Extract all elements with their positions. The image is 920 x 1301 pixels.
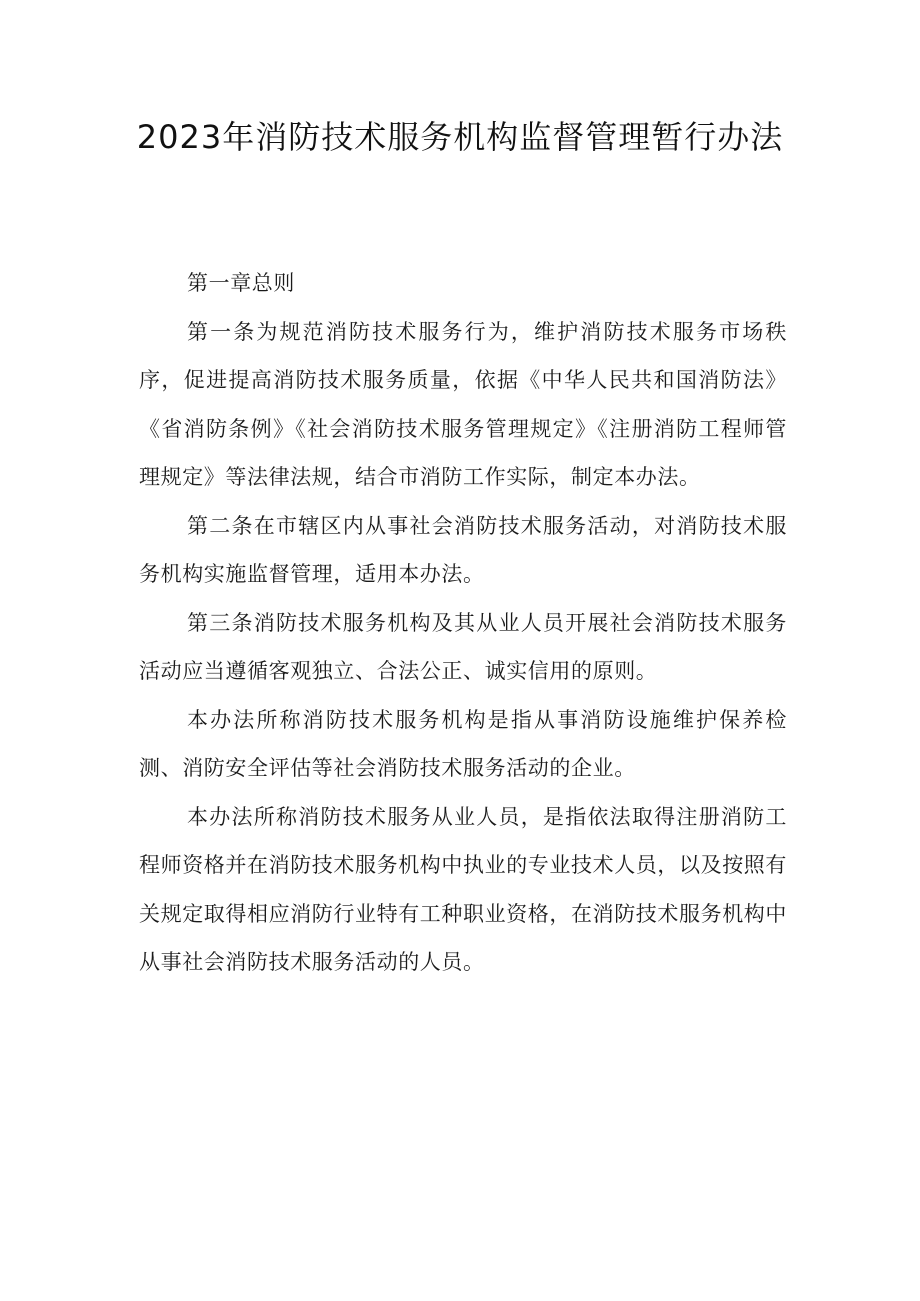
definition-agency-paragraph: 本办法所称消防技术服务机构是指从事消防设施维护保养检测、消防安全评估等社会消防技术服务活动的企业。 [139, 707, 787, 780]
definition-personnel-paragraph: 本办法所称消防技术服务从业人员，是指依法取得注册消防工程师资格并在消防技术服务机构中执业的专业技术人员，以及按照有关规定取得相应消防行业特有工种职业资格，在消防技术服务机构中从事社会消防技术服务活动的人员。 [139, 804, 787, 974]
article-1-paragraph: 第一条为规范消防技术服务行为，维护消防技术服务市场秩序，促进提高消防技术服务质量，依据《中华人民共和国消防法》《省消防条例》《社会消防技术服务管理规定》《注册消防工程师管理规定》等法律法规，结合市消防工作实际，制定本办法。 [139, 319, 787, 489]
chapter-heading: 第一章总则 [187, 271, 295, 295]
document-body [139, 259, 787, 987]
article-3-paragraph: 第三条消防技术服务机构及其从业人员开展社会消防技术服务活动应当遵循客观独立、合法公正、诚实信用的原则。 [139, 610, 787, 683]
article-2-paragraph: 第二条在市辖区内从事社会消防技术服务活动，对消防技术服务机构实施监督管理，适用本办法。 [139, 513, 787, 586]
document-title: 2023年消防技术服务机构监督管理暂行办法 [136, 118, 784, 156]
